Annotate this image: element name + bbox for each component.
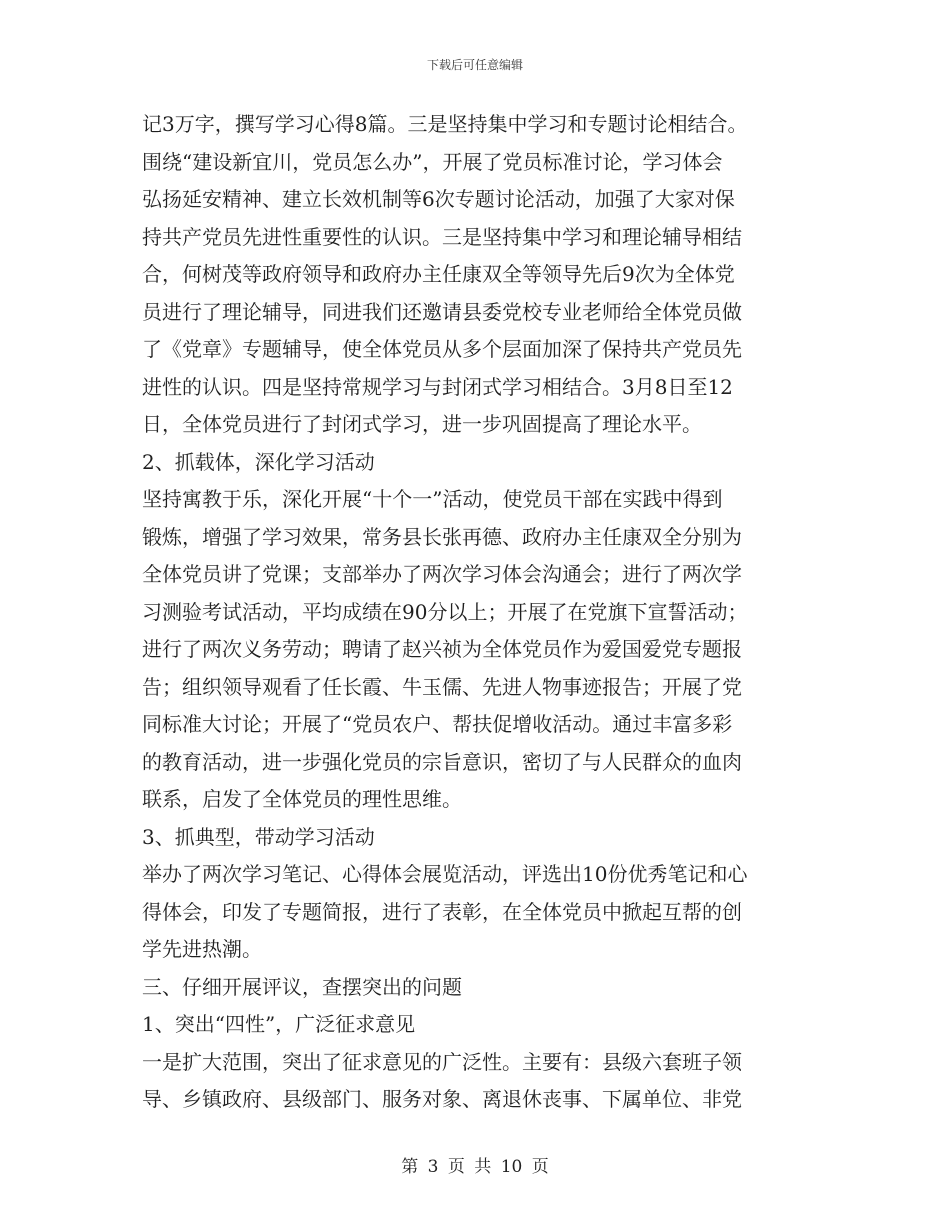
text-line: 学先进热潮。: [142, 937, 262, 961]
footer-total-suffix: 页: [531, 1157, 549, 1177]
text-line: 锻炼，增强了学习效果，常务县长张再德、政府办主任康双全分别为: [142, 524, 742, 549]
section-heading: 2、抓载体，深化学习活动: [142, 449, 375, 474]
text-line: 日，全体党员进行了封闭式学习，进一步巩固提高了理论水平。: [142, 412, 702, 436]
document-body: [142, 106, 812, 1119]
footer-page-word: 页: [447, 1157, 465, 1177]
text-line: 合，何树茂等政府领导和政府办主任康双全等领导先后9次为全体党: [142, 262, 735, 286]
text-line: 同标准大讨论；开展了“党员农户、帮扶促增收活动。通过丰富多彩: [142, 712, 733, 736]
text-line: 得体会，印发了专题简报，进行了表彰，在全体党员中掀起互帮的创: [142, 899, 742, 924]
text-line: 持共产党员先进性重要性的认识。三是坚持集中学习和理论辅导相结: [142, 224, 742, 249]
text-line: 举办了两次学习笔记、心得体会展览活动，评选出10份优秀笔记和心: [142, 862, 748, 886]
text-line: 全体党员讲了党课；支部举办了两次学习体会沟通会；进行了两次学: [142, 562, 742, 586]
text-line: 弘扬延安精神、建立长效机制等6次专题讨论活动，加强了大家对保: [142, 187, 735, 211]
text-line: 记3万字，撰写学习心得8篇。三是坚持集中学习和专题讨论相结合。: [142, 112, 748, 136]
total-pages-number: 10: [500, 1157, 523, 1177]
text-line: 一是扩大范围，突出了征求意见的广泛性。主要有：县级六套班子领: [142, 1049, 742, 1074]
text-line: 习测验考试活动，平均成绩在90分以上；开展了在党旗下宣誓活动；: [142, 599, 748, 624]
text-line: 坚持寓教于乐，深化开展“十个一”活动，使党员干部在实践中得到: [142, 487, 723, 511]
text-line: 了《党章》专题辅导，使全体党员从多个层面加深了保持共产党员先: [142, 337, 742, 361]
text-line: 告；组织领导观看了任长霞、牛玉儒、先进人物事迹报告；开展了党: [142, 674, 742, 699]
text-line: 进行了两次义务劳动；聘请了赵兴祯为全体党员作为爱国爱党专题报: [142, 637, 742, 661]
text-line: 进性的认识。四是坚持常规学习与封闭式学习相结合。3月8日至12: [142, 374, 733, 399]
footer-prefix: 第: [401, 1157, 419, 1177]
section-heading: 三、仔细开展评议，查摆突出的问题: [142, 974, 462, 999]
section-heading: 3、抓典型，带动学习活动: [142, 824, 375, 849]
section-heading: 1、突出“四性”，广泛征求意见: [142, 1012, 416, 1036]
text-line: 联系，启发了全体党员的理性思维。: [142, 787, 462, 811]
text-line: 员进行了理论辅导，同进我们还邀请县委党校专业老师给全体党员做: [142, 299, 742, 324]
text-line: 的教育活动，进一步强化党员的宗旨意识，密切了与人民群众的血肉: [142, 749, 742, 774]
current-page-number: 3: [427, 1157, 439, 1177]
page-footer: [0, 1152, 950, 1177]
footer-total-prefix: 共: [474, 1157, 492, 1177]
page-header: 下载后可任意编辑: [426, 58, 523, 72]
text-line: 导、乡镇政府、县级部门、服务对象、离退休丧事、下属单位、非党: [142, 1087, 742, 1111]
text-line: 围绕“建设新宜川，党员怎么办”，开展了党员标准讨论，学习体会: [142, 149, 723, 174]
